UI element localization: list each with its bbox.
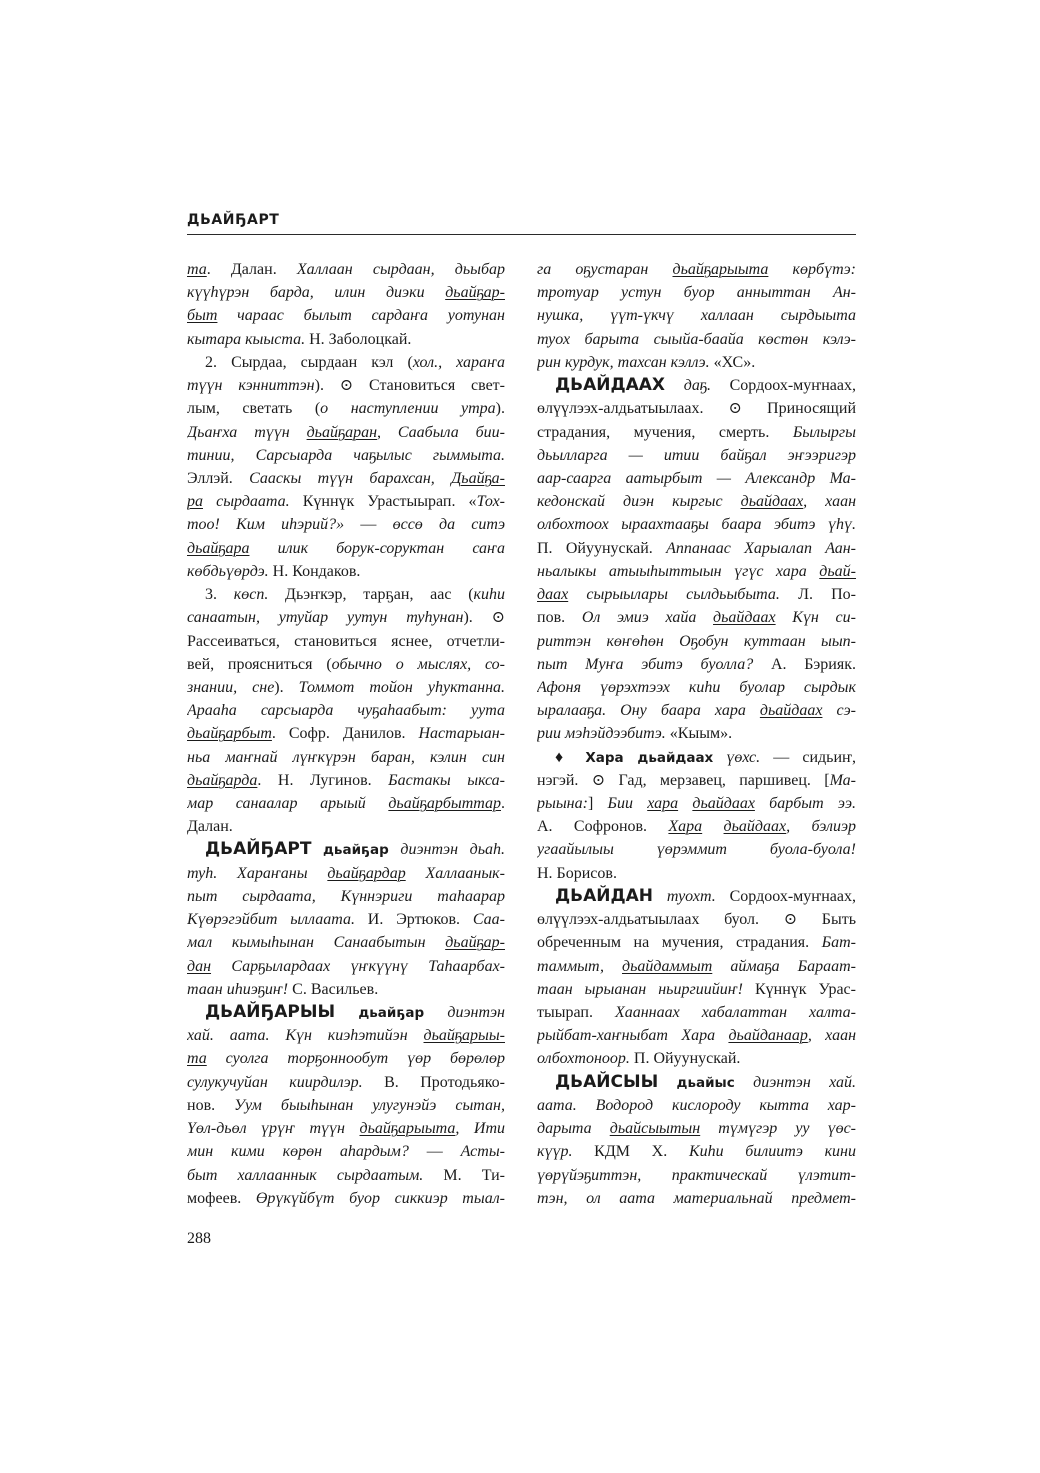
italic-text: сулукучуйан киирдилэр. xyxy=(187,1073,363,1091)
italic-text: рин курдук, тахсан кэллэ. xyxy=(537,353,710,371)
text-run: лым, светать ( xyxy=(187,400,321,418)
headword: ДЬАЙСЫЫ xyxy=(555,1071,659,1092)
text-line xyxy=(537,1164,856,1187)
text-run: ). xyxy=(274,678,299,696)
underlined-word-form: дьайҕаран xyxy=(306,423,377,441)
page-number: 288 xyxy=(187,1230,211,1247)
italic-text: знании, сне xyxy=(187,678,275,696)
italic-text: хай. аата. Күн киэһэтийэн xyxy=(187,1027,424,1045)
dictionary-entry xyxy=(187,1001,505,1210)
right-column xyxy=(537,258,856,1210)
text-line xyxy=(187,653,505,676)
text-run: Далан. xyxy=(187,818,233,836)
text-line xyxy=(187,583,505,606)
text-line xyxy=(187,885,505,908)
text-line xyxy=(537,862,856,885)
text-line xyxy=(187,1024,505,1047)
italic-text: көбдьүөрдэ. xyxy=(187,562,269,580)
text-line xyxy=(187,444,505,467)
text-line xyxy=(187,1001,505,1024)
text-line xyxy=(187,722,505,745)
text-line xyxy=(537,699,856,722)
text-line xyxy=(187,908,505,931)
text-line xyxy=(187,1117,505,1140)
text-line xyxy=(187,537,505,560)
italic-text: ньа маҥнай лүҥкүрэн баран, кэлин син xyxy=(187,748,505,766)
text-line xyxy=(537,467,856,490)
italic-text: түмүгэр уу үөс- xyxy=(700,1120,856,1138)
italic-text: мин кими көрөн аһардым? xyxy=(187,1143,409,1161)
underlined-word-form: дьайдаах xyxy=(692,795,755,813)
text-line xyxy=(537,1047,856,1070)
text-line xyxy=(187,1140,505,1163)
text-line xyxy=(187,1047,505,1070)
text-line xyxy=(537,838,856,861)
text-line xyxy=(187,746,505,769)
italic-text: мал кымыһынан Санаабытын xyxy=(187,934,446,952)
text-run: Н. Заболоцкай. xyxy=(305,330,412,348)
italic-text: туох барыта сыыйа-баайа көстөн кэлэ- xyxy=(537,330,856,348)
italic-text: чараас былыт сардаҥа уотунан xyxy=(217,307,505,325)
italic-text: риттэн көҥөһөн Оҕобун куттаан ыып- xyxy=(537,632,856,650)
text-run: Л. По- xyxy=(779,586,856,604)
italic-text: Былыргы xyxy=(792,423,856,441)
text-line xyxy=(187,258,505,281)
text-line xyxy=(187,351,505,374)
italic-text: сэ- xyxy=(822,702,856,720)
italic-text: Халлаанык- xyxy=(405,864,505,882)
underlined-word-form: дьайдаах xyxy=(723,818,787,836)
italic-text: Сааскы түүн барахсан, xyxy=(249,469,452,487)
text-line xyxy=(537,1094,856,1117)
underlined-word-form: дьайданаар xyxy=(728,1027,808,1045)
text-line xyxy=(187,978,505,1001)
dictionary-entry xyxy=(537,1071,856,1210)
italic-text: көрбүтэ: xyxy=(768,261,856,278)
italic-text: , бэлиэр xyxy=(786,818,856,836)
bold-text: дьайҕар xyxy=(323,842,389,859)
italic-text: Настарыан- xyxy=(418,725,505,743)
text-run: Күннүк Урас- xyxy=(742,980,856,998)
text-line xyxy=(537,885,856,908)
italic-text: кедонскай диэн кыргыс xyxy=(537,493,741,511)
text-run: В. Протодьяко- xyxy=(362,1073,505,1091)
text-run: нов. xyxy=(187,1096,235,1114)
italic-text: ыралааҕа. Ону баара хара xyxy=(537,702,760,720)
text-line xyxy=(537,537,856,560)
text-line xyxy=(537,397,856,420)
italic-text: күүр. xyxy=(537,1143,573,1161)
text-line xyxy=(537,583,856,606)
italic-text: быт халлааннык сырдаатым. xyxy=(187,1166,424,1184)
italic-text: таан ырыанан ньиргиийиҥ! xyxy=(537,980,743,998)
running-head: ДЬАЙҔАРТ xyxy=(187,212,280,228)
underlined-word-form: дьайҕар- xyxy=(445,284,505,302)
italic-text: обычно о мыслях, со- xyxy=(331,655,505,673)
text-line xyxy=(537,351,856,374)
italic-text: Уум быыһынан улугунэйэ сытан, xyxy=(234,1096,505,1114)
underlined-word-form: дьайҕар- xyxy=(445,934,505,952)
italic-text: суолга торҕоннообут үөр бөрөлөр xyxy=(206,1050,505,1068)
text-line xyxy=(537,978,856,1001)
text-line xyxy=(187,676,505,699)
italic-text: Бастакы ыкса- xyxy=(388,771,505,789)
text-run: Эллэй. xyxy=(187,469,250,487)
underlined-word-form: дьайҕарыыта xyxy=(359,1120,456,1138)
text-line xyxy=(187,606,505,629)
italic-text: рыйбат-хаҥныбат Хара xyxy=(537,1027,729,1045)
italic-text: Бат- xyxy=(821,934,856,952)
text-line xyxy=(187,328,505,351)
text-run xyxy=(658,1074,676,1091)
underlined-word-form: Хара xyxy=(668,818,703,836)
underlined-word-form: дьайдаах xyxy=(740,493,804,511)
text-line xyxy=(187,699,505,722)
italic-text: Үөл-дьөл үрүҥ түүн xyxy=(187,1120,360,1138)
left-column xyxy=(187,258,505,1210)
text-line xyxy=(187,1164,505,1187)
text-run: . xyxy=(501,795,505,813)
underlined-word-form: дьайдаах xyxy=(713,609,776,627)
underlined-word-form: даах xyxy=(537,586,569,604)
underlined-word-form: дьай- xyxy=(819,562,856,580)
text-run: Күннүк Урастыырап. « xyxy=(289,493,477,511)
text-run xyxy=(311,841,323,858)
text-run: С. Васильев. xyxy=(288,980,379,998)
text-run: ] xyxy=(587,795,608,813)
text-run xyxy=(653,888,667,905)
italic-text: га оҕустаран xyxy=(537,261,673,278)
text-run: страдания, мучения, смерть. xyxy=(537,423,793,441)
italic-text: аар-саарга аатырбыт — Александр Ма- xyxy=(537,469,856,487)
text-line xyxy=(537,1024,856,1047)
italic-text: мар санаалар арыый xyxy=(187,795,389,813)
italic-text: , Саабыла бии- xyxy=(377,423,505,441)
bold-text: дьайҕар xyxy=(358,1005,425,1021)
italic-text: Арааһа сарсыарда чуҕаһаабыт: уута xyxy=(187,702,505,720)
italic-text: дарыта xyxy=(537,1120,610,1138)
italic-text: Тох- xyxy=(476,493,505,511)
text-run xyxy=(665,377,684,394)
text-line xyxy=(537,676,856,699)
text-run: . Софр. Данилов. xyxy=(271,725,419,743)
text-run: — xyxy=(344,516,393,534)
headword: ДЬАЙҔАРТ xyxy=(205,839,312,860)
underlined-word-form: дьайдаах xyxy=(759,702,823,720)
italic-text xyxy=(678,795,692,812)
italic-text: сырыылары сылдьыбыта. xyxy=(568,586,780,604)
underlined-word-form: ра xyxy=(187,493,203,511)
italic-text: өссө да ситэ xyxy=(392,516,505,534)
italic-text: түүн кэнниттэн xyxy=(187,377,315,395)
italic-text: аймаҕа Бараат- xyxy=(712,957,856,975)
text-run: И. Эртюков. xyxy=(354,911,473,929)
text-line xyxy=(537,792,856,815)
italic-text: Сарҕылардаах үҥкүүнү Таһаарбах- xyxy=(211,957,505,975)
text-line xyxy=(187,792,505,815)
text-line xyxy=(537,1071,856,1094)
text-line xyxy=(537,1187,856,1210)
text-run: «Кыым». xyxy=(665,725,733,743)
text-line xyxy=(537,444,856,467)
italic-text: Саа- xyxy=(472,911,505,929)
italic-text: пыт Муҥа эбитэ буолла? xyxy=(537,655,754,673)
header-rule xyxy=(187,234,856,235)
italic-text: үөхс. xyxy=(713,748,761,766)
text-run xyxy=(335,1004,358,1021)
italic-text: угаайылыы үөрэммит буола-буола! xyxy=(537,841,856,859)
text-line xyxy=(187,862,505,885)
italic-text: Халлаан сырдаан, дьыбар xyxy=(296,261,505,278)
text-line xyxy=(537,304,856,327)
italic-text: хол., хараҥа xyxy=(412,353,505,371)
text-line xyxy=(187,1187,505,1210)
underlined-word-form: дьайсыытын xyxy=(609,1120,701,1138)
text-line xyxy=(187,281,505,304)
text-run: өлүүлээх-алдьатыылаах. ⊙ Приносящий xyxy=(537,400,856,418)
italic-text: Өрүкүйбүт буор сиккиэр тыал- xyxy=(255,1189,505,1207)
underlined-word-form: дьайҕарыыта xyxy=(672,261,769,278)
italic-text: кытара кыыста. xyxy=(187,330,306,348)
text-line xyxy=(537,328,856,351)
text-run: П. Ойуунускай. xyxy=(629,1050,741,1068)
text-run: нэгэй. ⊙ Гад, мерзавец, паршивец. [ xyxy=(537,771,830,789)
text-line xyxy=(187,490,505,513)
underlined-word-form: быт xyxy=(187,307,218,325)
text-run: өлүүлээх-алдьатыылаах буол. ⊙ Быть xyxy=(537,911,856,929)
bold-text: Хара дьайдаах xyxy=(585,749,714,766)
text-line xyxy=(537,931,856,954)
italic-text: санаатын, утуйар уутун туһунан xyxy=(187,609,464,627)
text-line xyxy=(537,1117,856,1140)
text-line xyxy=(537,1140,856,1163)
italic-text: туһ. Хараҥаны xyxy=(187,864,328,882)
italic-text: тротуар устун буор анныттан Ан- xyxy=(537,284,856,302)
underlined-word-form: дан xyxy=(187,957,212,975)
text-run: КДМ Х. xyxy=(572,1143,689,1161)
text-line xyxy=(187,513,505,536)
underlined-word-form: Дьайҕа- xyxy=(451,469,505,487)
text-line xyxy=(187,467,505,490)
text-run: Сордоох-муҥнаах, xyxy=(715,887,856,905)
italic-text: даҕ. xyxy=(683,377,711,395)
text-run: ). ⊙ Становиться свет- xyxy=(314,377,505,395)
italic-text: диэнтэн дьаһ. xyxy=(388,841,505,859)
headword: ДЬАЙДАН xyxy=(555,885,654,906)
text-line xyxy=(537,421,856,444)
text-line xyxy=(537,1001,856,1024)
underlined-word-form: дьайҕарбыт xyxy=(187,725,272,743)
dictionary-entry xyxy=(187,838,505,1001)
italic-text: ньалыкы атыыһыттыын үгүс хара xyxy=(537,562,820,580)
text-run: тыырап. xyxy=(537,1004,615,1021)
text-line xyxy=(537,281,856,304)
text-line xyxy=(187,1071,505,1094)
underlined-word-form: дьайҕардар xyxy=(327,864,406,882)
italic-text: Ма- xyxy=(829,771,856,789)
text-line xyxy=(537,630,856,653)
dictionary-entry xyxy=(537,885,856,1071)
italic-text: дьылларга — итии байҕал эҥээригэр xyxy=(537,446,856,464)
italic-text: Күөрэгэйбит ыллаата. xyxy=(187,911,355,929)
italic-text: олбохтоох ыраахтааҕы баара эбитэ үһү. xyxy=(537,516,856,534)
text-line xyxy=(187,560,505,583)
text-run: Н. Кондаков. xyxy=(268,562,361,580)
text-line xyxy=(187,815,505,838)
text-line xyxy=(187,769,505,792)
italic-text: нушка, үүт-үкчү халлаан сырдыыта xyxy=(537,307,856,325)
italic-text: пыт сырдаата, Күннэриги таһаарар xyxy=(187,887,505,905)
text-line xyxy=(537,746,856,769)
underlined-word-form: та xyxy=(187,1050,207,1068)
text-line xyxy=(537,606,856,629)
italic-text: Бии xyxy=(607,795,648,813)
text-line xyxy=(537,490,856,513)
italic-text: тоо! Ким иһэрий?» xyxy=(187,516,345,534)
headword: ДЬАЙДААХ xyxy=(555,375,666,396)
italic-text: диэнтэн xyxy=(424,1004,505,1021)
italic-text: киһи xyxy=(473,586,505,604)
text-line xyxy=(537,560,856,583)
text-line xyxy=(537,815,856,838)
text-run: — сидьиҥ, xyxy=(760,748,856,766)
italic-text: тэн, ол аата материальнай предмет- xyxy=(537,1189,856,1207)
text-line xyxy=(187,955,505,978)
text-line xyxy=(537,769,856,792)
italic-text: олбохтоноор. xyxy=(537,1050,630,1068)
italic-text: Киһи билиитэ кини xyxy=(688,1143,856,1161)
underlined-word-form: та xyxy=(187,261,207,278)
italic-text: тинии, Сарсыарда чаҕылыс гыммыта. xyxy=(187,446,505,464)
text-line xyxy=(187,304,505,327)
text-run: Н. Борисов. xyxy=(537,864,617,882)
text-line xyxy=(187,1094,505,1117)
italic-text: барбыт ээ. xyxy=(754,795,856,813)
entry-paragraph xyxy=(187,351,505,583)
text-run: обреченным на мучения, страдания. xyxy=(537,934,822,952)
text-run: П. Ойуунускай. xyxy=(537,539,667,557)
text-line xyxy=(187,397,505,420)
italic-text: , Ити xyxy=(455,1120,505,1138)
text-run: — xyxy=(408,1143,461,1161)
italic-text: Ол эмиэ хайа xyxy=(581,609,714,627)
italic-text: сырдаата. xyxy=(203,493,290,511)
text-run: А. Софронов. xyxy=(537,818,669,836)
italic-text: аата. Водород кислороду кытта хар- xyxy=(537,1096,856,1114)
bold-text: дьайыс xyxy=(676,1074,735,1091)
text-line xyxy=(537,908,856,931)
italic-text: таммыт, xyxy=(537,957,622,975)
text-line xyxy=(187,838,505,861)
underlined-word-form: хара xyxy=(647,795,679,813)
text-run: пов. xyxy=(537,609,582,627)
text-run: 3. xyxy=(205,586,234,604)
text-line xyxy=(537,258,856,281)
text-run: ♦ xyxy=(555,748,586,766)
italic-text: о наступлении утра xyxy=(320,400,496,418)
underlined-word-form: дьайҕара xyxy=(187,539,250,557)
italic-text: илик борук-соруктан саҥа xyxy=(249,539,505,557)
italic-text: туохт. xyxy=(666,887,716,905)
text-line xyxy=(187,421,505,444)
italic-text: рыына: xyxy=(537,795,588,813)
text-run: вей, проясниться ( xyxy=(187,655,332,673)
entry-paragraph xyxy=(537,746,856,885)
text-run: . Далан. xyxy=(206,261,297,278)
text-line xyxy=(537,955,856,978)
text-line xyxy=(187,630,505,653)
text-line xyxy=(537,513,856,536)
italic-text: рии мэһэйдээбитэ. xyxy=(537,725,666,743)
headword: ДЬАЙҔАРЫЫ xyxy=(205,1002,336,1022)
italic-text: көсп. xyxy=(233,586,269,604)
entry-paragraph xyxy=(187,258,505,351)
text-run: . Н. Лугинов. xyxy=(257,771,389,789)
underlined-word-form: дьайҕарыы- xyxy=(423,1027,505,1045)
italic-text: Афоня үөрэхтээх киһи буолар сырдык xyxy=(537,678,856,696)
entry-paragraph xyxy=(537,258,856,374)
text-run: М. Ти- xyxy=(423,1166,505,1184)
italic-text xyxy=(702,818,723,835)
underlined-word-form: дьайҕарда xyxy=(187,771,258,789)
italic-text: таан иһиэҕиҥ! xyxy=(187,980,289,998)
text-run: мофеев. xyxy=(187,1189,256,1207)
italic-text: күүһүрэн барда, илин диэки xyxy=(187,284,446,302)
text-line xyxy=(187,374,505,397)
text-run: «ХС». xyxy=(709,353,756,371)
entry-paragraph xyxy=(187,583,505,838)
text-line xyxy=(537,722,856,745)
italic-text: диэнтэн хай. xyxy=(734,1073,856,1091)
text-line xyxy=(537,374,856,397)
text-run: ). ⊙ xyxy=(463,609,505,627)
text-run: А. Бэрияк. xyxy=(753,655,856,673)
italic-text: үөрүйэҕиттэн, практическай үлэтит- xyxy=(537,1166,856,1184)
italic-text: , хаан xyxy=(803,493,856,511)
text-run: Сордоох-муҥнаах, xyxy=(710,377,856,395)
text-run: Дьэҥкэр, тарҕан, аас ( xyxy=(268,586,474,604)
italic-text: Күн си- xyxy=(775,609,856,627)
italic-text: Дьаҥха түүн xyxy=(187,423,307,441)
underlined-word-form: дьайҕарбыттар xyxy=(388,795,501,813)
text-run: 2. Сырдаа, сырдаан кэл ( xyxy=(205,353,413,371)
italic-text: , хаан xyxy=(807,1027,856,1045)
text-run: ). xyxy=(495,400,505,418)
text-line xyxy=(187,931,505,954)
dictionary-entry xyxy=(537,374,856,746)
text-run: Рассеиваться, становиться яснее, отчетли- xyxy=(187,632,505,650)
italic-text: Аппанаас Харыалап Аан- xyxy=(666,539,856,557)
italic-text: Асты- xyxy=(460,1143,505,1161)
text-line xyxy=(537,653,856,676)
underlined-word-form: дьайдаммыт xyxy=(622,957,713,975)
italic-text: Хааннаах хабалаттан халта- xyxy=(614,1004,856,1021)
italic-text: Томмот тойон уһуктанна. xyxy=(298,678,505,696)
